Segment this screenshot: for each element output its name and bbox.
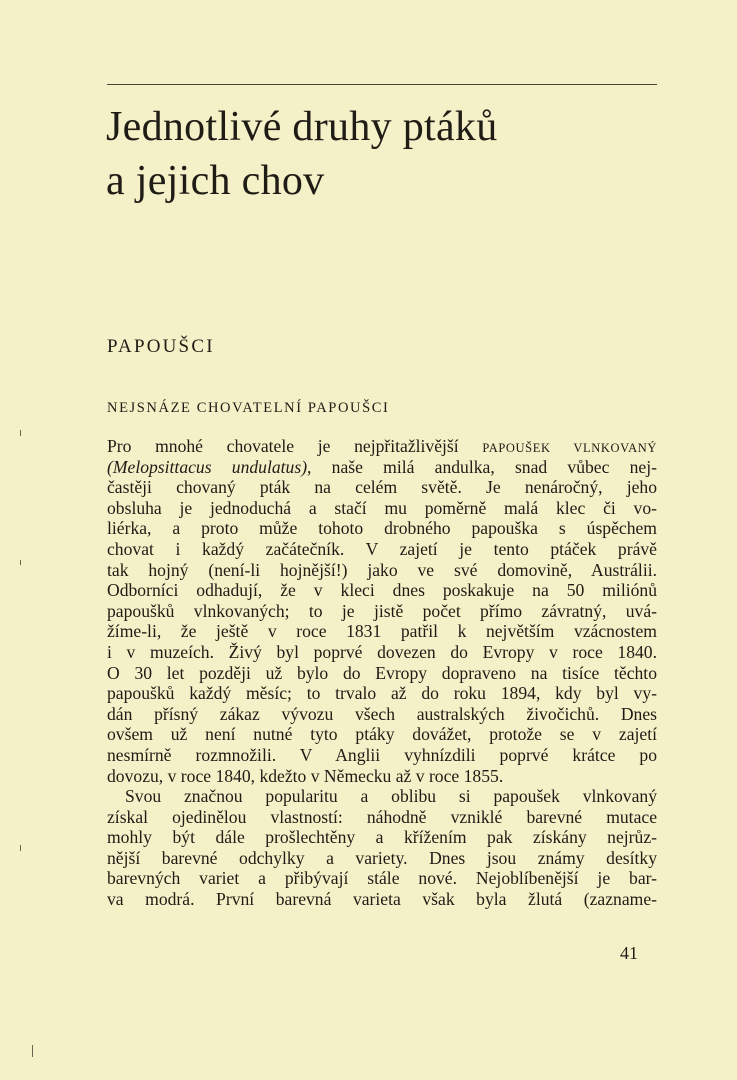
text-line: nesmírně rozmnožili. V Anglii vyhnízdili poprvé krátce po: [107, 744, 657, 765]
body-text: [107, 436, 657, 910]
subsection-heading: NEJSNÁZE CHOVATELNÍ PAPOUŠCI: [107, 400, 390, 416]
margin-mark: [20, 560, 21, 565]
text-line: papoušků vlnkovaných; to je jistě počet přímo závratný, uvá-: [107, 600, 657, 621]
paragraph-2: [107, 786, 657, 910]
text-line: Svou značnou popularitu a oblibu si papoušek vlnkovaný: [125, 786, 657, 807]
text-line: mohly být dále prošlechtěny a křížením pak získány nejrůz-: [107, 827, 657, 848]
text-line: obsluha je jednoduchá a stačí mu poměrně malá klec či vo-: [107, 497, 657, 518]
text-line: papoušků každý měsíc; to trvalo až do roku 1894, kdy byl vy-: [107, 683, 657, 704]
text-line: Odborníci odhadují, že v kleci dnes poskakuje na 50 miliónů: [107, 580, 657, 601]
chapter-title-line-2: a jejich chov: [106, 158, 325, 204]
text-line: O 30 let později už bylo do Evropy dopraveno na tisíce těchto: [107, 662, 657, 683]
text-line: barevných variet a přibývají stále nové. Nejoblíbenější je bar-: [107, 868, 657, 889]
text-line: získal ojedinělou vlastností: náhodně vzniklé barevné mutace: [107, 806, 657, 827]
text-line: ovšem už není nutné tyto ptáky dovážet, protože se v zajetí: [107, 724, 657, 745]
text-run: Pro mnohé chovatele je nejpřitažlivější: [107, 436, 483, 456]
text-line: dovozu, v roce 1840, kdežto v Německu až v roce 1855.: [107, 765, 504, 786]
text-line: chovat i každý začátečník. V zajetí je tento ptáček právě: [107, 538, 657, 559]
text-line: žíme-li, že ještě v roce 1831 patřil k největším vzácnostem: [107, 621, 657, 642]
text-line: [107, 457, 657, 478]
section-heading: PAPOUŠCI: [107, 336, 215, 357]
text-line: nější barevné odchylky a variety. Dnes jsou známy desítky: [107, 847, 657, 868]
text-line: častěji chovaný pták na celém světě. Je nenáročný, jeho: [107, 477, 657, 498]
text-line: dán přísný zákaz vývozu všech australských živočichů. Dnes: [107, 703, 657, 724]
text-line: va modrá. První barevná varieta však byla žlutá (zazname-: [107, 889, 657, 910]
text-line: liérka, a proto může tohoto drobného papouška s úspěchem: [107, 518, 657, 539]
species-name-smallcaps: PAPOUŠEK VLNKOVANÝ: [482, 441, 657, 455]
margin-mark: [32, 1045, 33, 1057]
latin-name: (Melopsittacus undulatus): [107, 456, 308, 477]
page-number: 41: [620, 943, 638, 963]
paragraph-1: [107, 436, 657, 786]
chapter-title: [106, 100, 498, 208]
chapter-rule: [107, 84, 657, 85]
text-line: i v muzeích. Živý byl poprvé dovezen do Evropy v roce 1840.: [107, 641, 657, 662]
text-run: , naše milá andulka, snad vůbec nej-: [307, 456, 657, 477]
chapter-title-line-1: Jednotlivé druhy ptáků: [106, 104, 498, 150]
text-line: tak hojný (není-li hojnější!) jako ve své domovině, Austrálii.: [107, 559, 657, 580]
text-line: [107, 436, 657, 457]
margin-mark: [20, 845, 21, 851]
margin-mark: [20, 430, 21, 436]
